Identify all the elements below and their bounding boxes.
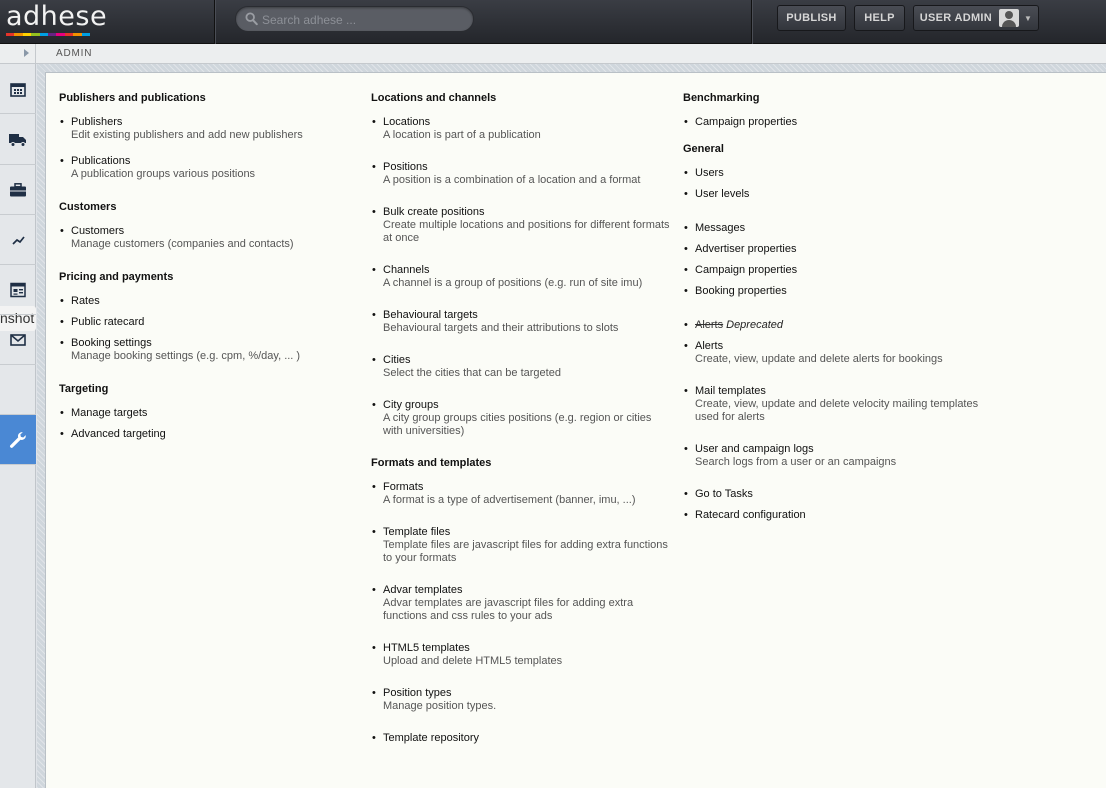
wrench-icon xyxy=(9,431,27,449)
item-title[interactable]: • Behavioural targets xyxy=(383,309,478,321)
section-general xyxy=(683,143,993,522)
item-title[interactable]: • Template repository xyxy=(383,732,479,744)
section-title: Formats and templates xyxy=(371,457,492,469)
sidebar-item-admin[interactable] xyxy=(0,415,36,465)
tooltip: nshot xyxy=(0,306,36,331)
item-description: Behavioural targets and their attributions to slots xyxy=(383,322,619,334)
admin-item-cities[interactable] xyxy=(371,354,671,380)
sidebar-item-reports[interactable] xyxy=(0,215,36,265)
admin-item-customers[interactable] xyxy=(59,225,359,251)
presentation-icon xyxy=(10,282,26,298)
item-description: A city group groups cities positions (e.g. region or cities with universities) xyxy=(383,412,652,437)
item-description: Manage customers (companies and contacts) xyxy=(71,238,294,250)
logo-text: adhese xyxy=(6,1,108,32)
logo-stripe-segment xyxy=(56,33,64,36)
logo-stripe-segment xyxy=(48,33,56,36)
section-targeting xyxy=(59,383,359,441)
item-title[interactable]: • Advanced targeting xyxy=(71,428,166,440)
admin-item-html5-templates[interactable] xyxy=(371,642,671,668)
admin-item-position-types[interactable] xyxy=(371,687,671,713)
admin-item-template-files[interactable] xyxy=(371,526,671,565)
logo-stripe-segment xyxy=(73,33,81,36)
item-description: Template files are javascript files for adding extra functions to your formats xyxy=(383,539,668,564)
admin-item-ratecard-configuration[interactable] xyxy=(683,509,993,522)
item-title[interactable]: • Positions xyxy=(383,161,428,173)
envelope-icon xyxy=(10,334,26,346)
item-title[interactable]: • Campaign properties xyxy=(695,264,798,276)
item-title[interactable]: • User and campaign logs xyxy=(695,443,814,455)
section-title: Pricing and payments xyxy=(59,271,174,283)
item-title[interactable]: • Rates xyxy=(71,295,100,307)
item-description: Create, view, update and delete alerts for bookings xyxy=(695,353,943,365)
item-description: Edit existing publishers and add new publishers xyxy=(71,129,303,141)
main-frame xyxy=(37,64,1106,788)
item-title[interactable]: • Booking properties xyxy=(695,285,787,297)
item-title[interactable]: • Messages xyxy=(695,222,746,234)
item-title[interactable]: • Ratecard configuration xyxy=(695,509,806,521)
logo-stripe-segment xyxy=(31,33,39,36)
logo-stripe-segment xyxy=(40,33,48,36)
logo-color-stripe xyxy=(6,33,90,36)
search-input[interactable] xyxy=(262,11,462,28)
item-description: Create, view, update and delete velocity mailing templates used for alerts xyxy=(695,398,979,423)
sidebar-item-presentation[interactable] xyxy=(0,265,36,315)
user-menu-button[interactable] xyxy=(913,5,1039,31)
sidebar-item-calendar[interactable] xyxy=(0,64,36,114)
item-description: Create multiple locations and positions for different formats at once xyxy=(383,219,670,244)
section-publishers xyxy=(59,92,359,181)
adhese-logo[interactable] xyxy=(6,2,214,42)
admin-item-advanced-targeting[interactable] xyxy=(59,428,359,441)
section-benchmarking xyxy=(683,92,993,129)
item-title[interactable]: • HTML5 templates xyxy=(383,642,470,654)
admin-item-go-to-tasks[interactable] xyxy=(683,488,993,501)
section-title: Benchmarking xyxy=(683,92,760,104)
admin-item-users[interactable] xyxy=(683,167,993,180)
item-description: A position is a combination of a location and a format xyxy=(383,174,641,186)
admin-item-locations[interactable] xyxy=(371,116,671,142)
item-title[interactable]: • Channels xyxy=(383,264,430,276)
admin-item-manage-targets[interactable] xyxy=(59,407,359,420)
top-bar xyxy=(0,0,1106,44)
item-title[interactable]: • Formats xyxy=(383,481,424,493)
sidebar-item-empty[interactable] xyxy=(0,365,36,415)
admin-column-3 xyxy=(683,92,993,530)
item-title[interactable]: • Public ratecard xyxy=(71,316,145,328)
chart-icon xyxy=(10,232,26,248)
truck-icon xyxy=(9,133,27,147)
item-title[interactable]: • Users xyxy=(695,167,724,179)
avatar-icon xyxy=(999,9,1019,27)
item-title[interactable]: • Customers xyxy=(71,225,125,237)
expand-arrow-icon xyxy=(24,49,29,57)
item-description: Upload and delete HTML5 templates xyxy=(383,655,563,667)
sidebar-item-messages[interactable] xyxy=(0,315,36,365)
chevron-down-icon: ▼ xyxy=(1024,13,1033,23)
item-title[interactable]: • Cities xyxy=(383,354,411,366)
section-title: Locations and channels xyxy=(371,92,497,104)
item-description: Advar templates are javascript files for adding extra functions and css rules to your ads xyxy=(383,597,634,622)
item-title[interactable]: • Publishers xyxy=(71,116,123,128)
admin-item-bulk-create-positions[interactable] xyxy=(371,206,671,245)
publish-button[interactable]: PUBLISH xyxy=(777,5,846,31)
item-description: Select the cities that can be targeted xyxy=(383,367,561,379)
admin-item-publishers[interactable] xyxy=(59,116,359,142)
admin-item-booking-settings[interactable] xyxy=(59,337,359,363)
item-title[interactable]: • Mail templates xyxy=(695,385,766,397)
item-description: Search logs from a user or an campaigns xyxy=(695,456,897,468)
logo-stripe-segment xyxy=(14,33,22,36)
admin-item-benchmark-campaign-properties[interactable] xyxy=(683,116,993,129)
item-title[interactable]: • City groups xyxy=(383,399,439,411)
item-title[interactable]: • Locations xyxy=(383,116,431,128)
section-title: Targeting xyxy=(59,383,109,395)
item-title[interactable]: • User levels xyxy=(695,188,750,200)
user-menu-label: USER ADMIN xyxy=(919,12,993,24)
item-title[interactable]: • Alerts xyxy=(695,340,724,352)
search-box[interactable] xyxy=(235,6,474,32)
item-title[interactable]: • Booking settings xyxy=(71,337,152,349)
item-title[interactable]: • Bulk create positions xyxy=(383,206,485,218)
item-title[interactable]: • Go to Tasks xyxy=(695,488,753,500)
breadcrumb-bar xyxy=(0,44,1106,64)
item-description: A channel is a group of positions (e.g. run of site imu) xyxy=(383,277,643,289)
admin-item-user-campaign-logs[interactable] xyxy=(683,443,993,469)
admin-item-alerts-deprecated[interactable] xyxy=(683,319,993,332)
admin-item-positions[interactable] xyxy=(371,161,671,187)
section-title: General xyxy=(683,143,724,155)
admin-item-template-repository[interactable] xyxy=(371,732,671,745)
item-description: Manage position types. xyxy=(383,700,497,712)
admin-item-rates[interactable] xyxy=(59,295,359,308)
admin-item-publications[interactable] xyxy=(59,155,359,181)
item-title[interactable]: • Advertiser properties xyxy=(695,243,797,255)
help-button[interactable]: HELP xyxy=(854,5,905,31)
admin-item-channels[interactable] xyxy=(371,264,671,290)
admin-item-behavioural-targets[interactable] xyxy=(371,309,671,335)
item-description: A publication groups various positions xyxy=(71,168,256,180)
admin-item-formats[interactable] xyxy=(371,481,671,507)
logo-stripe-segment xyxy=(23,33,31,36)
item-title[interactable]: • Advar templates xyxy=(383,584,463,596)
item-description: Manage booking settings (e.g. cpm, %/day, ... ) xyxy=(71,350,301,362)
section-customers xyxy=(59,201,359,251)
admin-item-alerts[interactable] xyxy=(683,340,993,366)
admin-item-public-ratecard[interactable] xyxy=(59,316,359,329)
calendar-icon xyxy=(10,81,26,97)
section-pricing xyxy=(59,271,359,363)
logo-stripe-segment xyxy=(82,33,90,36)
admin-column-1 xyxy=(59,92,359,449)
admin-item-messages[interactable] xyxy=(683,222,993,235)
admin-column-2 xyxy=(371,92,671,758)
admin-item-advar-templates[interactable] xyxy=(371,584,671,623)
page-title: ADMIN xyxy=(56,48,93,59)
topbar-divider xyxy=(214,0,215,44)
section-title: Publishers and publications xyxy=(59,92,206,104)
admin-item-advertiser-properties[interactable] xyxy=(683,243,993,256)
admin-item-mail-templates[interactable] xyxy=(683,385,983,424)
admin-item-campaign-properties[interactable] xyxy=(683,264,993,277)
admin-item-user-levels[interactable] xyxy=(683,188,993,201)
topbar-divider xyxy=(751,0,752,44)
search-icon xyxy=(245,12,258,26)
item-description: A format is a type of advertisement (banner, imu, ...) xyxy=(383,494,636,506)
admin-panel xyxy=(45,72,1106,788)
item-title[interactable]: • Publications xyxy=(71,155,131,167)
item-title[interactable]: • Manage targets xyxy=(71,407,148,419)
admin-item-booking-properties[interactable] xyxy=(683,285,993,298)
sidebar-toggle-button[interactable] xyxy=(0,44,36,64)
section-title: Customers xyxy=(59,201,117,213)
item-title[interactable]: • Position types xyxy=(383,687,452,699)
sidebar-item-delivery[interactable] xyxy=(0,115,36,165)
logo-stripe-segment xyxy=(6,33,14,36)
logo-stripe-segment xyxy=(65,33,73,36)
section-formats xyxy=(371,457,671,745)
section-locations xyxy=(371,92,671,438)
admin-item-city-groups[interactable] xyxy=(371,399,671,438)
briefcase-icon xyxy=(10,183,26,197)
sidebar-item-campaigns[interactable] xyxy=(0,165,36,215)
deprecated-label: Deprecated xyxy=(726,319,783,331)
item-title[interactable]: • Template files xyxy=(383,526,451,538)
item-description: A location is part of a publication xyxy=(383,129,541,141)
item-title[interactable]: Alerts xyxy=(695,319,724,331)
icon-sidebar xyxy=(0,64,36,788)
item-title[interactable]: • Campaign properties xyxy=(695,116,798,128)
